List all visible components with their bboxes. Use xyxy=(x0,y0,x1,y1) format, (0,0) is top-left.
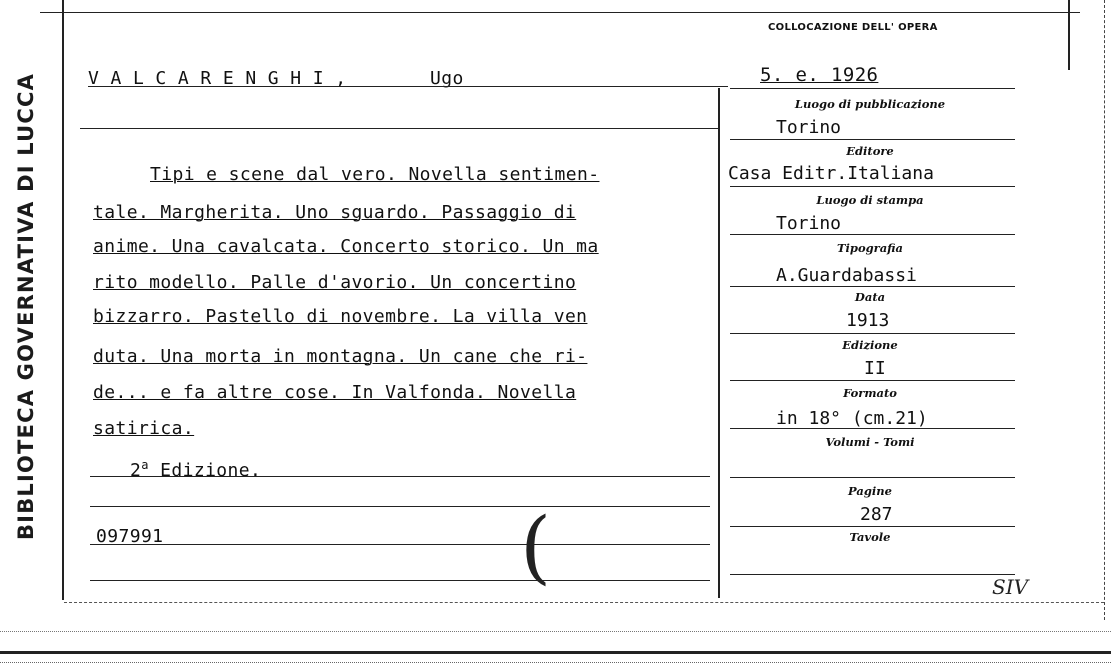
column-divider xyxy=(718,88,720,598)
field-label-luogo-stampa: Luogo di stampa xyxy=(816,193,924,207)
blank-rule-1 xyxy=(80,128,720,129)
field-label-tipografia: Tipografia xyxy=(836,241,903,255)
field-rule xyxy=(730,333,1015,334)
library-stamp: BIBLIOTECA GOVERNATIVA DI LUCCA xyxy=(14,72,38,541)
field-rule xyxy=(730,186,1015,187)
field-label-formato: Formato xyxy=(843,386,897,400)
field-rule xyxy=(730,380,1015,381)
field-value-formato: in 18° (cm.21) xyxy=(776,408,928,429)
left-margin-line xyxy=(62,0,64,600)
bottom-border xyxy=(64,602,1104,603)
right-edge-line xyxy=(1104,0,1105,620)
bottom-dotted-line-2 xyxy=(0,662,1111,663)
blank-rule-3 xyxy=(90,580,710,581)
edition-number: 2 xyxy=(130,460,142,481)
top-border xyxy=(40,12,1080,13)
description-line: anime. Una cavalcata. Concerto storico. Un ma xyxy=(93,236,599,257)
collocation-value: 5. e. 1926 xyxy=(760,64,879,86)
right-top-line xyxy=(1068,0,1070,70)
description-line: de... e fa altre cose. In Valfonda. Novella xyxy=(93,382,577,403)
field-label-luogo-pubblicazione: Luogo di pubblicazione xyxy=(794,97,946,111)
description-line: tale. Margherita. Uno sguardo. Passaggio di xyxy=(93,202,577,223)
edition-label: Edizione. xyxy=(160,460,262,481)
field-value-luogo-pubblicazione: Torino xyxy=(776,117,842,138)
field-rule xyxy=(730,286,1015,287)
description-line: rito modello. Palle d'avorio. Un concertino xyxy=(93,272,577,293)
edition-rule xyxy=(90,476,710,477)
bottom-heavy-line xyxy=(0,651,1111,654)
field-value-tipografia: A.Guardabassi xyxy=(776,265,917,286)
description-line: bizzarro. Pastello di novembre. La villa ven xyxy=(93,306,588,327)
field-rule xyxy=(730,526,1015,527)
signature: SIV xyxy=(992,575,1029,599)
description-line: Tipi e scene dal vero. Novella sentimen- xyxy=(150,164,600,185)
inventory-number: 097991 xyxy=(96,526,164,547)
field-label-pagine: Pagine xyxy=(848,484,892,498)
author-surname: V A L C A R E N G H I , xyxy=(88,68,347,89)
field-label-data: Data xyxy=(854,290,886,304)
field-value-pagine: 287 xyxy=(860,504,893,525)
field-value-luogo-stampa: Torino xyxy=(776,213,842,234)
field-label-tavole: Tavole xyxy=(849,530,891,544)
edition-superscript: a xyxy=(141,458,149,472)
field-value-edizione: II xyxy=(864,358,886,379)
field-rule xyxy=(730,574,1015,575)
field-label-editore: Editore xyxy=(846,144,894,158)
edition-line xyxy=(130,458,261,481)
field-rule xyxy=(730,428,1015,429)
field-value-editore: Casa Editr.Italiana xyxy=(728,163,934,184)
field-label-volumi-tomi: Volumi - Tomi xyxy=(825,435,915,449)
field-label-edizione: Edizione xyxy=(842,338,898,352)
field-rule xyxy=(730,477,1015,478)
bracket-mark: ( xyxy=(520,500,552,593)
collocazione-label: COLLOCAZIONE DELL' OPERA xyxy=(768,22,938,33)
bottom-dotted-line xyxy=(0,631,1111,632)
field-value-data: 1913 xyxy=(846,310,890,331)
field-rule xyxy=(730,139,1015,140)
author-rule xyxy=(88,86,728,87)
blank-rule-2 xyxy=(90,506,710,507)
description-line: satirica. xyxy=(93,418,195,439)
author-first-name: Ugo xyxy=(430,68,464,89)
field-rule xyxy=(730,234,1015,235)
inventory-rule xyxy=(90,544,710,545)
collocation-rule xyxy=(730,88,1015,89)
description-line: duta. Una morta in montagna. Un cane che ri- xyxy=(93,346,588,367)
